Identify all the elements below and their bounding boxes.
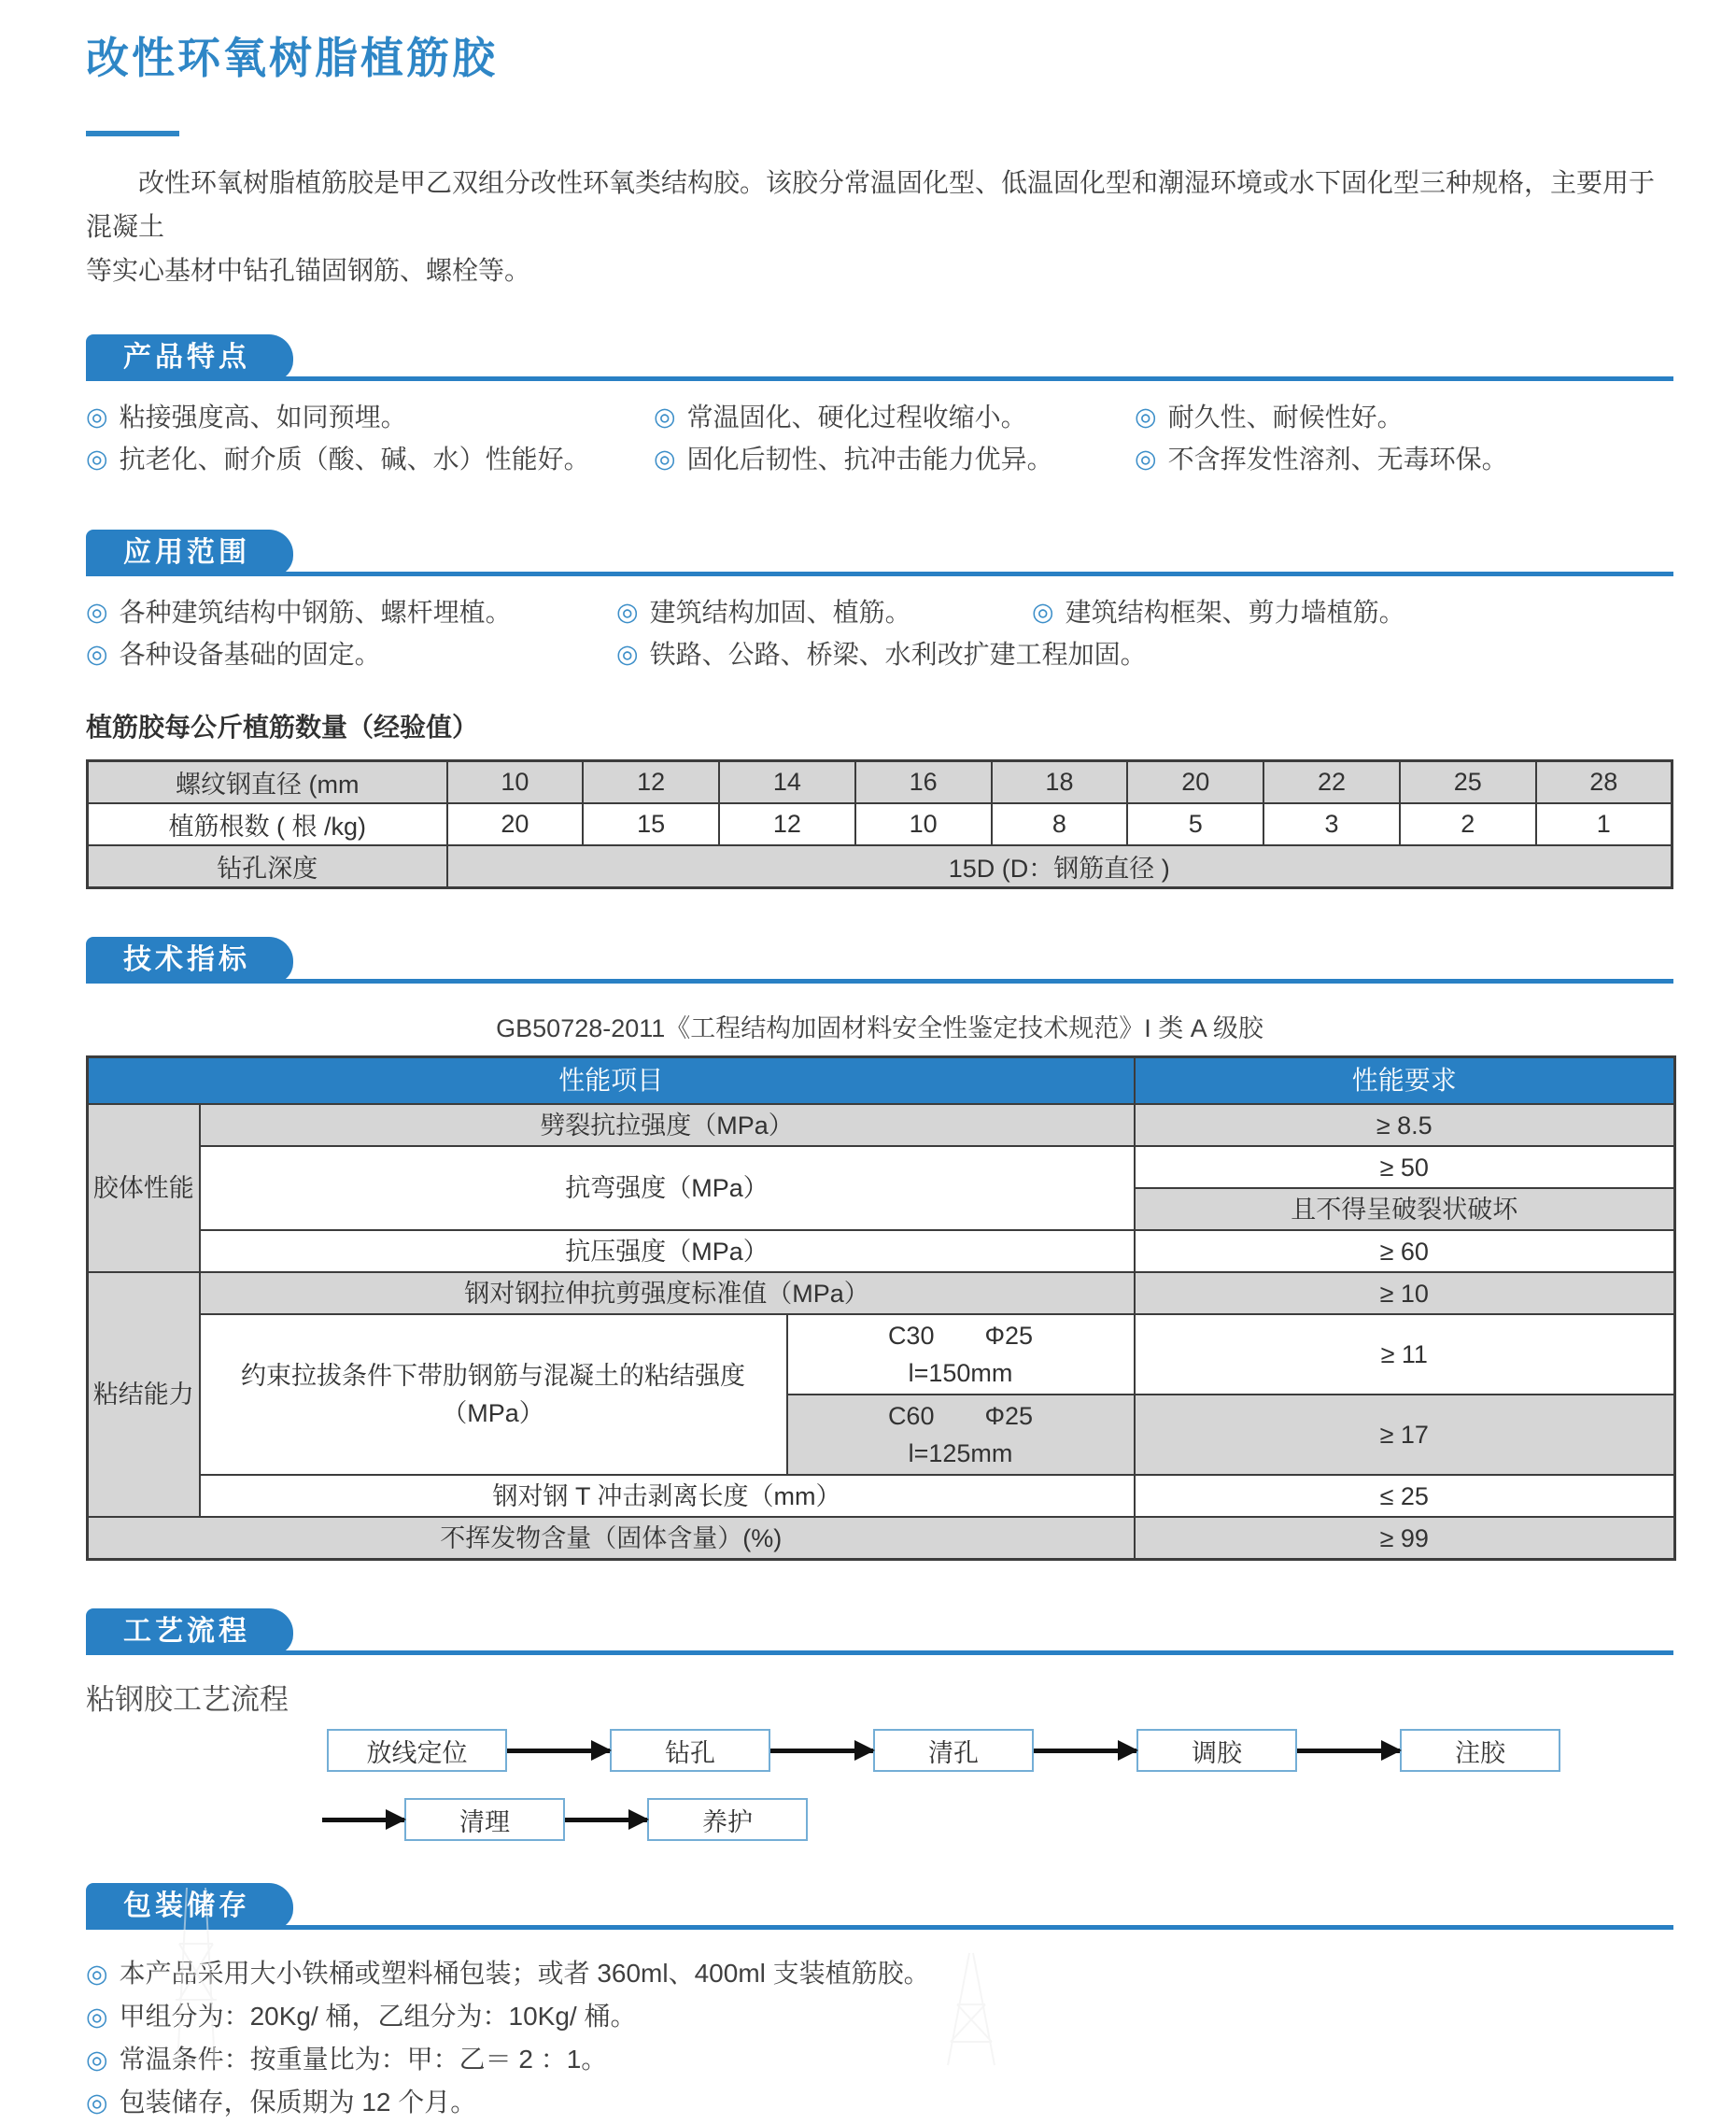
watermark-tower-graphic: [121, 1888, 271, 2065]
flow-step-box: 注胶: [1400, 1729, 1560, 1772]
list-item: [86, 591, 616, 633]
intro-paragraph: [86, 161, 1673, 292]
list-item: [86, 396, 654, 438]
page-title: 改性环氧树脂植筋胶: [86, 34, 498, 82]
intro-line-1: 改性环氧树脂植筋胶是甲乙双组分改性环氧类结构胶。该胶分常温固化型、低温固化型和潮湿环境或水下固化型三种规格，主要用于混凝土: [86, 168, 1656, 241]
features-row-1: [86, 396, 1673, 438]
flow-arrow-icon: [1034, 1749, 1136, 1753]
table-row: [88, 803, 1672, 845]
condition-cell: [787, 1395, 1135, 1475]
requirement-cell: ≥ 60: [1135, 1230, 1675, 1272]
flow-arrow-icon: [770, 1749, 873, 1753]
cell: 14: [719, 761, 855, 804]
condition-line: l=125mm: [908, 1439, 1013, 1467]
feature-text: 不含挥发性溶剂、无毒环保。: [1167, 445, 1508, 474]
ring-bullet-icon: ◎: [654, 403, 676, 431]
storage-list: [86, 1952, 1673, 2124]
storage-text: 常温条件：按重量比为：甲：乙＝ 2 ：1。: [119, 2045, 608, 2074]
ring-bullet-icon: ◎: [86, 2089, 108, 2117]
application-text: 铁路、公路、桥梁、水利改扩建工程加固。: [649, 640, 1147, 669]
list-item: [1135, 396, 1404, 438]
cell: 5: [1127, 803, 1263, 845]
cell: 22: [1263, 761, 1400, 804]
cell: 8: [992, 803, 1128, 845]
list-item: [1032, 591, 1405, 633]
requirement-cell: 且不得呈破裂状破坏: [1135, 1188, 1675, 1230]
list-item: [86, 1995, 1673, 2038]
requirement-cell: ≥ 99: [1135, 1517, 1675, 1560]
storage-text: 本产品采用大小铁桶或塑料桶包装；或者 360ml、400ml 支装植筋胶。: [119, 1959, 930, 1988]
process-flow-label: 粘钢胶工艺流程: [86, 1683, 289, 1716]
intro-line-2: 等实心基材中钻孔锚固钢筋、螺栓等。: [86, 256, 531, 285]
table-row: [88, 1146, 1675, 1188]
requirement-cell: ≥ 8.5: [1135, 1104, 1675, 1146]
ring-bullet-icon: ◎: [1135, 403, 1157, 431]
features-list: [86, 396, 1673, 480]
applications-heading-badge: 应用范围: [86, 530, 293, 576]
cell: 3: [1263, 803, 1400, 845]
cell: 18: [992, 761, 1128, 804]
row-header-cell: 钻孔深度: [88, 845, 447, 888]
flow-step-box: 清理: [404, 1798, 565, 1841]
section-header-storage: [86, 1878, 1673, 1930]
property-cell: 约束拉拔条件下带肋钢筋与混凝土的粘结强度（MPa）: [200, 1314, 787, 1475]
ring-bullet-icon: ◎: [616, 640, 639, 668]
cell: 28: [1536, 761, 1672, 804]
feature-text: 耐久性、耐候性好。: [1167, 403, 1404, 432]
content-column: [86, 0, 1673, 2124]
requirement-cell: ≤ 25: [1135, 1475, 1675, 1517]
application-text: 建筑结构框架、剪力墙植筋。: [1065, 598, 1405, 627]
condition-cell: [787, 1314, 1135, 1395]
condition-line: C60 Φ25: [887, 1402, 1034, 1430]
ring-bullet-icon: ◎: [654, 445, 676, 473]
cell: 10: [855, 803, 992, 845]
list-item: [616, 591, 1032, 633]
list-item: [654, 396, 1135, 438]
condition-line: l=150mm: [908, 1359, 1013, 1387]
ring-bullet-icon: ◎: [86, 598, 108, 626]
features-row-2: [86, 438, 1673, 480]
table-row: [88, 1517, 1675, 1560]
application-text: 各种建筑结构中钢筋、螺杆埋植。: [119, 598, 512, 627]
features-heading-badge: 产品特点: [86, 334, 293, 381]
applications-row-1: [86, 591, 1673, 633]
storage-heading-badge: 包装储存: [86, 1883, 293, 1930]
ring-bullet-icon: ◎: [86, 640, 108, 668]
group-cell: 胶体性能: [88, 1104, 200, 1272]
list-item: [86, 1952, 1673, 1995]
section-header-process: [86, 1604, 1673, 1655]
process-heading-badge: 工艺流程: [86, 1608, 293, 1655]
cell: 2: [1400, 803, 1536, 845]
ring-bullet-icon: ◎: [1135, 445, 1157, 473]
ring-bullet-icon: ◎: [1032, 598, 1054, 626]
flow-arrow-icon: [322, 1818, 404, 1822]
flow-arrow-icon: [507, 1749, 610, 1753]
table-row: [88, 1104, 1675, 1146]
cell: 10: [447, 761, 584, 804]
feature-text: 固化后韧性、抗冲击能力优异。: [686, 445, 1053, 474]
flow-arrow-icon: [565, 1818, 647, 1822]
flow-step-box: 钻孔: [610, 1729, 770, 1772]
rebar-table-title: 植筋胶每公斤植筋数量（经验值）: [86, 713, 479, 742]
section-header-features: [86, 330, 1673, 381]
storage-text: 包装储存，保质期为 12 个月。: [119, 2088, 477, 2117]
group-cell: 粘结能力: [88, 1272, 200, 1517]
list-item: [616, 633, 1147, 675]
list-item: [86, 633, 616, 675]
cell: 1: [1536, 803, 1672, 845]
table-row: [88, 1314, 1675, 1395]
cell: 20: [1127, 761, 1263, 804]
table-row: [88, 761, 1672, 804]
property-cell: 抗压强度（MPa）: [200, 1230, 1135, 1272]
list-item: [86, 2038, 1673, 2081]
cell: 25: [1400, 761, 1536, 804]
list-item: [86, 2081, 1673, 2124]
rebar-count-table: [86, 759, 1673, 889]
ring-bullet-icon: ◎: [86, 1960, 108, 1988]
column-header-cell: 性能要求: [1135, 1057, 1675, 1105]
application-text: 各种设备基础的固定。: [119, 640, 381, 669]
cell: 12: [719, 803, 855, 845]
application-text: 建筑结构加固、植筋。: [649, 598, 911, 627]
table-row: [88, 1230, 1675, 1272]
row-header-cell: 植筋根数 ( 根 /kg): [88, 803, 447, 845]
spec-standard-caption: GB50728-2011《工程结构加固材料安全性鉴定技术规范》I 类 A 级胶: [496, 1014, 1263, 1042]
list-item: [654, 438, 1135, 480]
applications-row-2: [86, 633, 1673, 675]
table-row: [88, 1475, 1675, 1517]
applications-list: [86, 591, 1673, 675]
cell: 15: [583, 803, 719, 845]
cell: 20: [447, 803, 584, 845]
feature-text: 粘接强度高、如同预埋。: [119, 403, 407, 432]
flow-step-box: 调胶: [1136, 1729, 1297, 1772]
section-header-specs: [86, 932, 1673, 984]
column-header-cell: 性能项目: [88, 1057, 1135, 1105]
property-cell: 不挥发物含量（固体含量）(%): [88, 1517, 1135, 1560]
table-row: [88, 845, 1672, 888]
feature-text: 常温固化、硬化过程收缩小。: [686, 403, 1027, 432]
table-row: [88, 1272, 1675, 1314]
requirement-cell: ≥ 11: [1135, 1314, 1675, 1395]
section-header-applications: [86, 525, 1673, 576]
row-header-cell: 螺纹钢直径 (mm: [88, 761, 447, 804]
list-item: [86, 438, 654, 480]
cell: 15D (D：钢筋直径 ): [447, 845, 1672, 888]
flow-step-box: 养护: [647, 1798, 808, 1841]
cell: 16: [855, 761, 992, 804]
cell: 12: [583, 761, 719, 804]
flow-row-1: [327, 1727, 1673, 1774]
spec-table: [86, 1055, 1676, 1561]
watermark-tower-graphic: [896, 1953, 1046, 2065]
requirement-cell: ≥ 50: [1135, 1146, 1675, 1188]
ring-bullet-icon: ◎: [86, 403, 108, 431]
storage-text: 甲组分为：20Kg/ 桶，乙组分为：10Kg/ 桶。: [119, 2002, 637, 2031]
condition-line: C30 Φ25: [887, 1322, 1034, 1350]
title-underline: [86, 131, 179, 136]
property-cell: 劈裂抗拉强度（MPa）: [200, 1104, 1135, 1146]
property-cell: 钢对钢 T 冲击剥离长度（mm）: [200, 1475, 1135, 1517]
ring-bullet-icon: ◎: [86, 2003, 108, 2031]
flow-step-box: 放线定位: [327, 1729, 507, 1772]
specs-heading-badge: 技术指标: [86, 937, 293, 984]
flow-row-2: [322, 1796, 1673, 1843]
ring-bullet-icon: ◎: [616, 598, 639, 626]
list-item: [1135, 438, 1508, 480]
requirement-cell: ≥ 17: [1135, 1395, 1675, 1475]
ring-bullet-icon: ◎: [86, 2046, 108, 2074]
property-cell: 抗弯强度（MPa）: [200, 1146, 1135, 1230]
ring-bullet-icon: ◎: [86, 445, 108, 473]
flow-step-box: 清孔: [873, 1729, 1034, 1772]
flow-arrow-icon: [1297, 1749, 1400, 1753]
table-row: [88, 1057, 1675, 1105]
requirement-cell: ≥ 10: [1135, 1272, 1675, 1314]
feature-text: 抗老化、耐介质（酸、碱、水）性能好。: [119, 445, 590, 474]
property-cell: 钢对钢拉伸抗剪强度标准值（MPa）: [200, 1272, 1135, 1314]
